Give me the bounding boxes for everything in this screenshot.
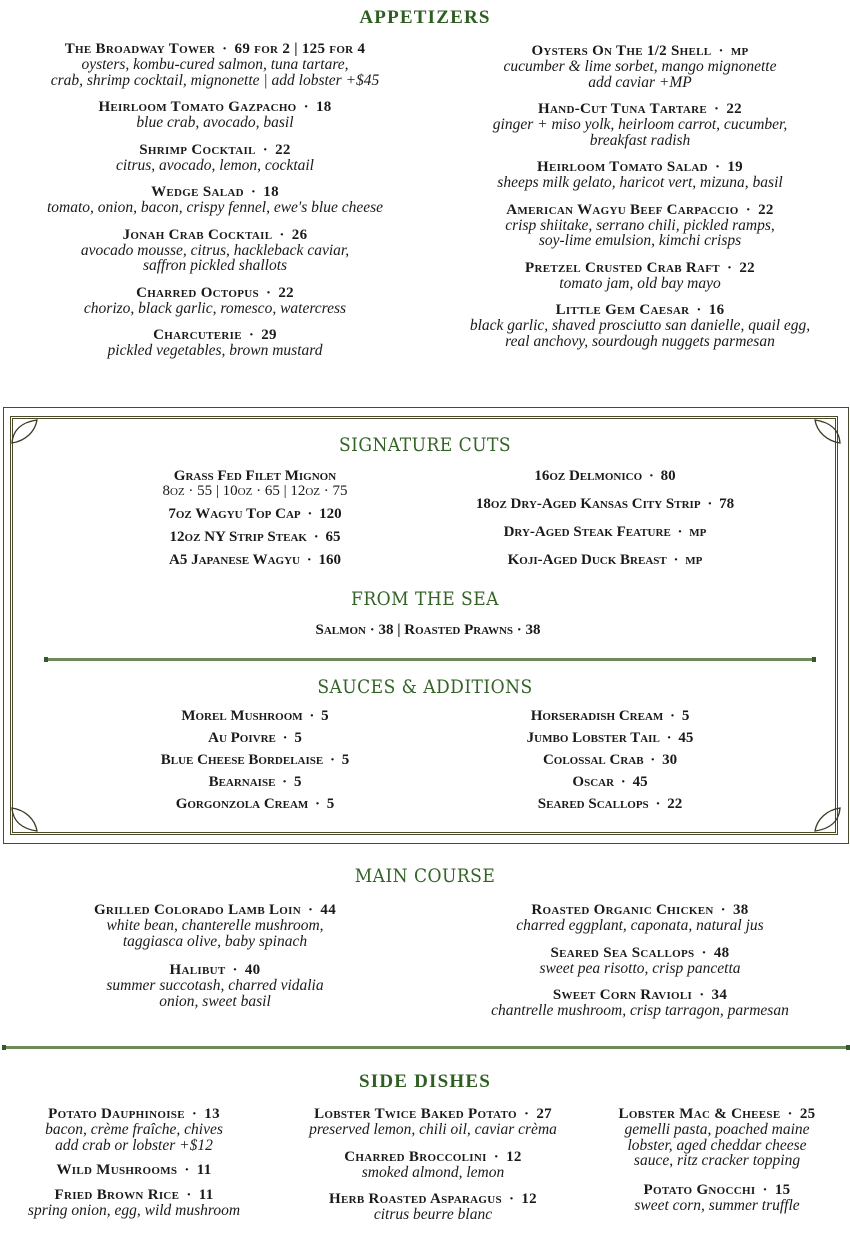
menu-item-description: avocado mousse, citrus, hackleback caviar, xyxy=(80,241,350,259)
menu-item-description: white bean, chanterelle mushroom, xyxy=(106,917,324,934)
menu-item-name xyxy=(430,102,850,117)
item-price: 45 xyxy=(678,730,694,746)
menu-item xyxy=(430,752,790,768)
menu-item xyxy=(0,143,430,174)
item-name-text: Seared Scallops xyxy=(537,796,649,812)
menu-item-name xyxy=(580,1183,850,1198)
menu-item-name xyxy=(0,228,430,243)
menu-item-description: charred eggplant, caponata, natural jus xyxy=(516,917,764,934)
menu-item-description: summer succotash, charred vidalia xyxy=(106,977,324,994)
item-name-text: Au Poivre xyxy=(208,730,276,746)
menu-item xyxy=(425,524,785,540)
price-separator-icon: · xyxy=(519,1106,534,1122)
menu-item-description: blue crab, avocado, basil xyxy=(136,114,294,131)
menu-item-description: spring onion, egg, wild mushroom xyxy=(27,1202,241,1219)
menu-item-name xyxy=(85,468,425,484)
sauces-right-column xyxy=(430,708,790,818)
menu-item-description: crisp shiitake, serrano chili, pickled ramps, xyxy=(505,216,775,234)
side-dishes-column-1 xyxy=(0,1107,268,1229)
menu-item-name xyxy=(455,903,825,918)
main-course-left-column xyxy=(45,903,385,1023)
price-separator-icon: · xyxy=(716,902,730,918)
item-name-text: Sweet Corn Ravioli xyxy=(552,987,693,1003)
item-price: 27 xyxy=(536,1106,552,1122)
menu-item-name xyxy=(430,203,850,218)
item-name-text: Charcuterie xyxy=(153,327,242,343)
item-price: 22 xyxy=(278,284,294,301)
menu-item-description: taggiasca olive, baby spinach xyxy=(122,932,308,950)
price-separator-icon: · xyxy=(304,902,318,918)
menu-item xyxy=(0,185,430,216)
main-course-right-column xyxy=(455,903,825,1031)
menu-item-description: tomato, onion, bacon, crispy fennel, ewe's blue cheese xyxy=(46,199,384,216)
item-price: 5 xyxy=(294,730,302,746)
item-name-text: Potato Dauphinoise xyxy=(48,1106,185,1122)
item-price: 5 xyxy=(681,708,690,724)
item-name-text: Wild Mushrooms xyxy=(56,1162,178,1178)
item-price: 25 xyxy=(799,1106,816,1122)
menu-item-name xyxy=(0,286,430,301)
menu-item xyxy=(455,946,825,977)
item-price: 29 xyxy=(261,327,277,343)
item-price: 16 xyxy=(708,302,725,318)
signature-cuts-heading: SIGNATURE CUTS xyxy=(338,434,512,456)
price-separator-icon: · xyxy=(783,1106,797,1122)
menu-item xyxy=(45,963,385,1009)
price-separator-icon: · xyxy=(180,1162,194,1178)
leaf-corner-icon xyxy=(809,804,849,844)
side-dishes-column-3 xyxy=(580,1107,850,1227)
menu-item-name xyxy=(85,708,425,724)
side-dishes-heading: SIDE DISHES xyxy=(358,1071,491,1092)
leaf-corner-icon xyxy=(3,804,43,844)
item-name-text: Charred Broccolini xyxy=(344,1148,487,1165)
item-name-text: 7oz Wagyu Top Cap xyxy=(168,506,301,522)
item-name-text: Little Gem Caesar xyxy=(555,302,690,318)
menu-item-name xyxy=(85,506,425,522)
item-price: 18 xyxy=(263,184,279,200)
price-separator-icon: · xyxy=(758,1181,772,1198)
item-name-text: Blue Cheese Bordelaise xyxy=(160,752,324,768)
menu-item xyxy=(45,903,385,949)
item-name-text: Shrimp Cocktail xyxy=(139,141,256,158)
appetizers-right-column xyxy=(430,44,850,361)
price-separator-icon: · xyxy=(302,552,316,568)
item-price: 22 xyxy=(667,796,683,812)
menu-item-description: gemelli pasta, poached maine xyxy=(624,1121,810,1138)
menu-item-name xyxy=(85,529,425,545)
price-separator-icon: · xyxy=(278,774,291,790)
item-price: 48 xyxy=(713,944,730,961)
menu-item xyxy=(85,552,425,568)
menu-item xyxy=(430,203,850,249)
menu-item-description: smoked almond, lemon xyxy=(361,1163,505,1181)
menu-item-description: tomato jam, old bay mayo xyxy=(559,274,721,292)
menu-item-name xyxy=(268,1107,598,1122)
price-separator-icon: · xyxy=(646,752,660,768)
from-the-sea-heading: FROM THE SEA xyxy=(351,588,499,610)
item-name-text: Heirloom Tomato Salad xyxy=(537,159,708,175)
side-dishes-column-2 xyxy=(268,1107,598,1235)
item-price: 12 xyxy=(521,1191,537,1207)
main-course-heading: MAIN COURSE xyxy=(354,865,496,887)
menu-item-name xyxy=(85,774,425,790)
menu-item-name xyxy=(430,261,850,276)
menu-item-name xyxy=(425,524,785,540)
item-price: 65 xyxy=(325,529,341,545)
menu-item-name xyxy=(455,946,825,961)
signature-cuts-left-column xyxy=(85,468,425,575)
leaf-corner-icon xyxy=(809,407,849,447)
item-price: 40 xyxy=(244,962,261,978)
item-name-text: 16oz Delmonico xyxy=(534,468,643,484)
sauces-heading: SAUCES & ADDITIONS xyxy=(317,676,533,698)
item-price: mp xyxy=(689,524,707,540)
menu-item-name xyxy=(0,42,430,57)
appetizers-heading: APPETIZERS xyxy=(359,7,491,28)
menu-item-description: sweet pea risotto, crisp pancetta xyxy=(539,959,741,977)
item-name-text: Oscar xyxy=(572,774,615,790)
menu-item xyxy=(430,160,850,191)
menu-item-description: add caviar +MP xyxy=(588,73,692,91)
item-name-text: Roasted Organic Chicken xyxy=(531,902,714,918)
item-price: 5 xyxy=(326,796,335,812)
menu-item-name xyxy=(0,1163,268,1178)
item-price: 44 xyxy=(320,902,337,918)
item-price: 19 xyxy=(727,159,743,175)
item-name-text: Pretzel Crusted Crab Raft xyxy=(525,259,720,276)
menu-item xyxy=(268,1192,598,1223)
menu-item-name xyxy=(430,752,790,768)
menu-item-description: add crab or lobster +$12 xyxy=(55,1136,213,1154)
menu-item xyxy=(0,1107,268,1153)
menu-item-description: lobster, aged cheddar cheese xyxy=(627,1136,807,1154)
menu-item-description: cucumber & lime sorbet, mango mignonette xyxy=(503,58,777,75)
menu-item-name xyxy=(85,796,425,812)
item-name-text: Colossal Crab xyxy=(542,752,644,768)
price-separator-icon: · xyxy=(697,944,711,961)
item-name-text: Horseradish Cream xyxy=(530,708,664,724)
menu-item-description: breakfast radish xyxy=(589,131,691,149)
menu-item-name xyxy=(0,100,430,115)
menu-item xyxy=(430,261,850,292)
item-name-text: 18oz Dry-Aged Kansas City Strip xyxy=(475,496,701,512)
menu-item xyxy=(425,468,785,484)
menu-item-name xyxy=(268,1150,598,1165)
item-size-options: 8oz · 55 | 10oz · 65 | 12oz · 75 xyxy=(162,483,348,499)
menu-item xyxy=(430,708,790,724)
menu-item-description: chorizo, black garlic, romesco, watercress xyxy=(83,299,347,317)
item-name-text: Grilled Colorado Lamb Loin xyxy=(93,902,301,918)
menu-item-name xyxy=(430,774,790,790)
item-name-text: Lobster Mac & Cheese xyxy=(618,1106,781,1122)
item-price: 160 xyxy=(318,552,341,568)
menu-item xyxy=(425,496,785,512)
menu-item xyxy=(0,1188,268,1219)
menu-item-description: sweet corn, summer truffle xyxy=(634,1196,800,1214)
menu-item-name xyxy=(425,468,785,484)
item-name-text: 12oz NY Strip Steak xyxy=(169,529,307,545)
menu-item xyxy=(0,228,430,274)
item-price: 69 for 2 | 125 for 4 xyxy=(234,41,366,57)
menu-item-description: bacon, crème fraîche, chives xyxy=(45,1121,223,1138)
item-price: 11 xyxy=(196,1162,212,1178)
price-separator-icon: · xyxy=(218,41,232,57)
item-price: 11 xyxy=(198,1187,214,1203)
item-name-text: Morel Mushroom xyxy=(181,708,303,724)
price-separator-icon: · xyxy=(673,524,687,540)
price-separator-icon: · xyxy=(692,302,706,318)
menu-item xyxy=(268,1150,598,1181)
price-separator-icon: · xyxy=(244,327,259,343)
menu-item xyxy=(85,468,425,499)
price-separator-icon: · xyxy=(666,708,679,724)
menu-item xyxy=(85,774,425,790)
menu-item-name xyxy=(268,1192,598,1207)
item-price: 80 xyxy=(660,468,676,484)
menu-item xyxy=(430,303,850,349)
menu-item-name xyxy=(85,552,425,568)
menu-item xyxy=(85,752,425,768)
menu-item xyxy=(425,552,785,568)
price-separator-icon: · xyxy=(258,141,273,158)
item-name-text: Wedge Salad xyxy=(151,184,244,200)
menu-item-description: chantrelle mushroom, crisp tarragon, parmesan xyxy=(491,1002,789,1019)
menu-item-description: onion, sweet basil xyxy=(159,992,271,1010)
item-price: mp xyxy=(685,552,703,568)
menu-item-description: oysters, kombu-cured salmon, tuna tartare, xyxy=(81,56,349,73)
section-divider xyxy=(44,658,816,661)
menu-item-name xyxy=(430,708,790,724)
item-price: 5 xyxy=(321,708,329,724)
price-separator-icon: · xyxy=(709,101,724,117)
price-separator-icon: · xyxy=(246,184,261,200)
menu-item-description: citrus beurre blanc xyxy=(373,1206,493,1223)
item-name-text: Grass Fed Filet Mignon xyxy=(173,468,337,484)
item-price: 38 xyxy=(733,902,749,918)
menu-item-description: sheeps milk gelato, haricot vert, mizuna, basil xyxy=(497,174,783,191)
menu-item-name xyxy=(580,1107,850,1122)
item-name-text: Hand-Cut Tuna Tartare xyxy=(538,101,707,117)
item-name-text: Halibut xyxy=(169,962,226,978)
price-separator-icon: · xyxy=(311,796,324,812)
price-separator-icon: · xyxy=(275,226,289,243)
price-separator-icon: · xyxy=(695,987,709,1003)
item-name-text: American Wagyu Beef Carpaccio xyxy=(506,201,739,218)
menu-item xyxy=(268,1107,598,1138)
menu-item-name xyxy=(85,730,425,746)
item-price: 18 xyxy=(315,99,332,115)
item-name-text: Heirloom Tomato Gazpacho xyxy=(98,99,297,115)
menu-item-description: saffron pickled shallots xyxy=(142,257,288,274)
menu-item xyxy=(455,988,825,1019)
menu-item xyxy=(455,903,825,934)
item-name-text: Potato Gnocchi xyxy=(643,1181,756,1198)
menu-item-name xyxy=(0,328,430,343)
menu-item-name xyxy=(430,160,850,175)
price-separator-icon: · xyxy=(305,708,319,724)
price-separator-icon: · xyxy=(669,552,683,568)
item-name-text: Seared Sea Scallops xyxy=(550,944,695,961)
menu-item-name xyxy=(85,752,425,768)
item-price: 22 xyxy=(275,141,291,158)
price-separator-icon: · xyxy=(182,1187,196,1203)
menu-item-name xyxy=(430,730,790,746)
price-separator-icon: · xyxy=(187,1106,202,1122)
menu-item xyxy=(0,286,430,317)
signature-cuts-right-column xyxy=(425,468,785,580)
menu-item-description: sauce, ritz cracker topping xyxy=(633,1152,801,1169)
menu-item-description: black garlic, shaved prosciutto san danielle, quail egg, xyxy=(469,317,811,334)
menu-item xyxy=(85,708,425,724)
menu-item xyxy=(430,44,850,90)
price-separator-icon: · xyxy=(326,752,339,768)
menu-item-name xyxy=(455,988,825,1003)
appetizers-left-column xyxy=(0,42,430,371)
menu-item xyxy=(580,1183,850,1214)
price-separator-icon: · xyxy=(645,468,658,484)
item-price: 30 xyxy=(662,752,678,768)
item-price: 34 xyxy=(711,987,728,1003)
menu-item-description: pickled vegetables, brown mustard xyxy=(107,342,323,359)
price-separator-icon: · xyxy=(722,259,737,276)
item-name-text: Dry-Aged Steak Feature xyxy=(503,524,671,540)
item-name-text: Jumbo Lobster Tail xyxy=(526,730,660,746)
price-separator-icon: · xyxy=(651,796,665,812)
menu-item-description: preserved lemon, chili oil, caviar crèma xyxy=(309,1121,557,1138)
menu-item-name xyxy=(430,303,850,318)
menu-item-name xyxy=(0,1188,268,1203)
item-price: 15 xyxy=(774,1181,791,1198)
item-price: 78 xyxy=(719,496,735,512)
menu-item xyxy=(85,506,425,522)
price-separator-icon: · xyxy=(662,730,676,746)
menu-item-name xyxy=(430,44,850,59)
menu-item-description: crab, shrimp cocktail, mignonette | add lobster +$45 xyxy=(50,71,380,89)
item-price: 5 xyxy=(341,752,350,768)
item-name-text: Jonah Crab Cocktail xyxy=(122,226,273,243)
menu-item xyxy=(85,730,425,746)
price-separator-icon: · xyxy=(278,730,292,746)
menu-item xyxy=(430,102,850,148)
menu-item-name xyxy=(430,796,790,812)
item-price: 120 xyxy=(319,506,342,522)
menu-item xyxy=(430,796,790,812)
price-separator-icon: · xyxy=(303,506,317,522)
menu-item xyxy=(85,529,425,545)
menu-item-description: real anchovy, sourdough nuggets parmesan xyxy=(505,332,775,350)
menu-item xyxy=(430,730,790,746)
item-name-text: Fried Brown Rice xyxy=(54,1187,180,1203)
item-name-text: Oysters On The 1/2 Shell xyxy=(531,43,712,59)
item-price: 13 xyxy=(204,1106,220,1122)
item-name-text: A5 Japanese Wagyu xyxy=(169,552,300,568)
price-separator-icon: · xyxy=(489,1148,504,1165)
menu-item xyxy=(0,1163,268,1178)
menu-item-name xyxy=(0,185,430,200)
leaf-corner-icon xyxy=(3,407,43,447)
menu-item-name xyxy=(45,963,385,978)
price-separator-icon: · xyxy=(309,529,323,545)
menu-item-name xyxy=(425,496,785,512)
price-separator-icon: · xyxy=(617,774,630,790)
item-name-text: Gorgonzola Cream xyxy=(175,796,309,812)
item-price: 22 xyxy=(726,101,742,117)
item-price: 26 xyxy=(291,226,308,243)
price-separator-icon: · xyxy=(504,1191,519,1207)
item-price: 22 xyxy=(739,259,755,276)
price-separator-icon: · xyxy=(710,159,725,175)
menu-item xyxy=(0,100,430,131)
price-separator-icon: · xyxy=(228,962,242,978)
section-divider xyxy=(2,1046,850,1049)
menu-item-name xyxy=(0,143,430,158)
price-separator-icon: · xyxy=(741,201,756,218)
price-separator-icon: · xyxy=(714,43,728,59)
item-price: mp xyxy=(730,43,749,59)
menu-item xyxy=(430,774,790,790)
price-separator-icon: · xyxy=(299,99,313,115)
item-price: 22 xyxy=(758,201,774,218)
item-name-text: Lobster Twice Baked Potato xyxy=(314,1106,517,1122)
item-price: 12 xyxy=(506,1148,522,1165)
item-price: 45 xyxy=(632,774,648,790)
item-name-text: Bearnaise xyxy=(208,774,276,790)
item-name-text: The Broadway Tower xyxy=(64,41,216,57)
menu-item-name xyxy=(45,903,385,918)
menu-item-description: citrus, avocado, lemon, cocktail xyxy=(115,156,314,174)
menu-item xyxy=(580,1107,850,1169)
sauces-left-column xyxy=(85,708,425,818)
menu-item xyxy=(85,796,425,812)
menu-item xyxy=(0,42,430,88)
price-separator-icon: · xyxy=(703,496,717,512)
menu-item-description: soy-lime emulsion, kimchi crisps xyxy=(538,232,742,249)
price-separator-icon: · xyxy=(261,284,276,301)
menu-item-description: ginger + miso yolk, heirloom carrot, cucumber, xyxy=(492,116,788,133)
from-the-sea-line: Salmon · 38 | Roasted Prawns · 38 xyxy=(315,622,541,638)
item-price: 5 xyxy=(293,774,302,790)
menu-item xyxy=(0,328,430,359)
item-name-text: Koji-Aged Duck Breast xyxy=(507,552,667,568)
menu-item-name xyxy=(0,1107,268,1122)
item-name-text: Herb Roasted Asparagus xyxy=(329,1191,502,1207)
item-name-text: Charred Octopus xyxy=(136,284,259,301)
menu-item-name xyxy=(425,552,785,568)
